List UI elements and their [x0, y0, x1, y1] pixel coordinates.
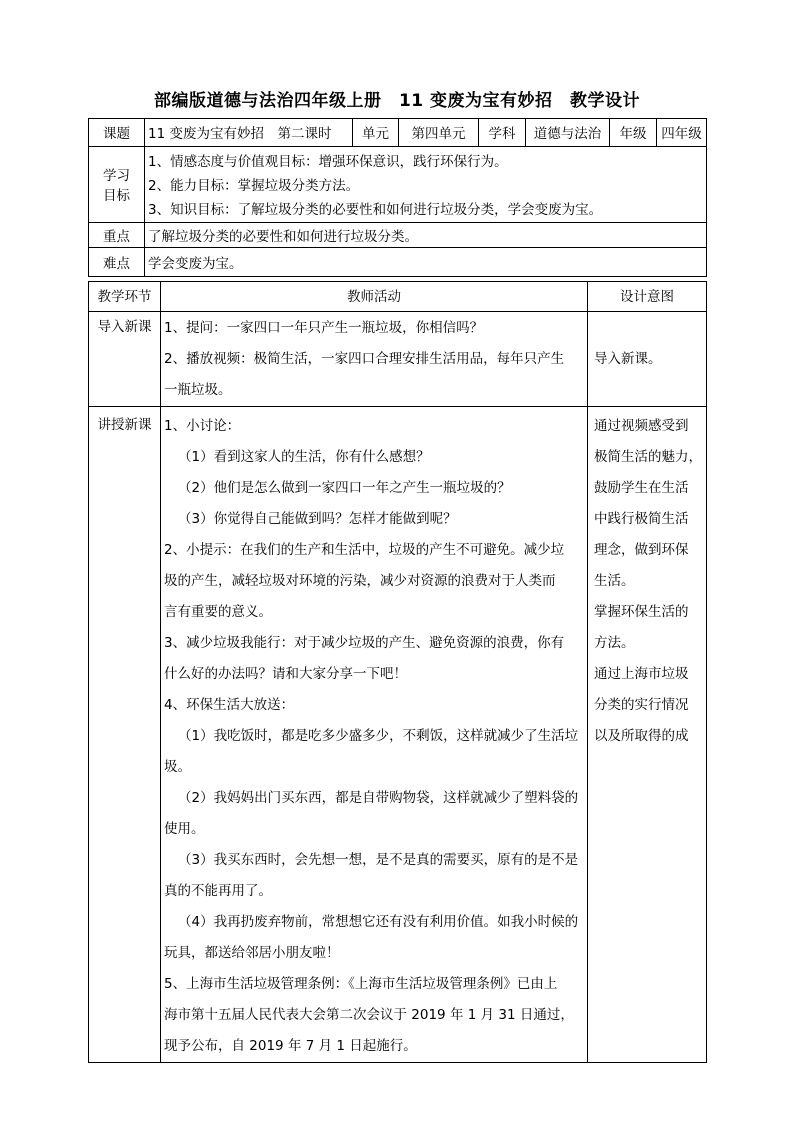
activity-line: （3）我买东西时，会先想一想，是不是真的需要买，原有的是不是 — [178, 852, 579, 868]
intent-line: 以及所取得的成 — [594, 728, 689, 744]
grade-label: 年级 — [610, 119, 657, 147]
activity-line: 真的不能再用了。 — [164, 883, 272, 899]
course-label: 课题 — [89, 119, 145, 147]
info-table — [88, 118, 707, 277]
activity-line: （2）我妈妈出门买东西，都是自带购物袋，这样就减少了塑料袋的 — [178, 790, 579, 806]
intent-line: 通过视频感受到 — [594, 418, 689, 434]
activity-line: 玩具，都送给邻居小朋友啦！ — [164, 945, 340, 961]
activity-line: 1、提问：一家四口一年只产生一瓶垃圾，你相信吗？ — [164, 320, 484, 336]
intent-line: 掌握环保生活的 — [594, 604, 689, 620]
lecture-activity — [161, 407, 588, 1063]
teaching-plan-table — [88, 281, 707, 1063]
activity-line: 2、播放视频：极简生活，一家四口合理安排生活用品，每年只产生 — [164, 351, 565, 367]
header-activity: 教师活动 — [161, 282, 588, 312]
activity-line: 1、小讨论： — [164, 418, 241, 434]
intro-row — [89, 312, 707, 407]
difficulty-value: 学会变废为宝。 — [145, 248, 707, 277]
document-title: 部编版道德与法治四年级上册 11 变废为宝有妙招 教学设计 — [153, 91, 641, 111]
activity-line: （1）我吃饭时，都是吃多少盛多少，不剩饭，这样就减少了生活垃 — [178, 728, 579, 744]
unit-value: 第四单元 — [399, 119, 479, 147]
header-intent: 设计意图 — [588, 282, 707, 312]
goals-label — [89, 147, 145, 223]
activity-line: 圾。 — [164, 759, 191, 775]
goals-content — [145, 147, 707, 223]
goals-label-line: 学习 — [103, 168, 130, 184]
goals-label-line: 目标 — [103, 188, 130, 204]
grade-value: 四年级 — [657, 119, 707, 147]
intent-line: 通过上海市垃圾 — [594, 666, 689, 682]
activity-line: （1）看到这家人的生活，你有什么感想？ — [178, 449, 430, 465]
activity-line: （4）我再扔废弃物前，常想想它还有没有利用价值。如我小时候的 — [178, 914, 579, 930]
activity-line: 使用。 — [164, 821, 205, 837]
key-point-label: 重点 — [89, 223, 145, 248]
intent-line: 方法。 — [594, 635, 635, 651]
lecture-row — [89, 407, 707, 1063]
difficulty-label: 难点 — [89, 248, 145, 277]
activity-line: 什么好的办法吗？请和大家分享一下吧！ — [164, 666, 407, 682]
key-point-value: 了解垃圾分类的必要性和如何进行垃圾分类。 — [145, 223, 707, 248]
activity-line: （3）你觉得自己能做到吗？怎样才能做到呢？ — [178, 511, 457, 527]
plan-header-row — [89, 282, 707, 312]
lecture-stage: 讲授新课 — [89, 407, 161, 1063]
activity-line: 2、小提示：在我们的生产和生活中，垃圾的产生不可避免。减少垃 — [164, 542, 565, 558]
goal-item: 2、能力目标：掌握垃圾分类方法。 — [148, 178, 360, 194]
activity-line: 3、减少垃圾我能行：对于减少垃圾的产生、避免资源的浪费，你有 — [164, 635, 565, 651]
intro-activity — [161, 312, 588, 407]
intro-intent: 导入新课。 — [588, 312, 707, 407]
activity-line: 4、环保生活大放送： — [164, 697, 295, 713]
subject-label: 学科 — [479, 119, 526, 147]
intent-line: 理念，做到环保 — [594, 542, 689, 558]
goal-item: 3、知识目标：了解垃圾分类的必要性和如何进行垃圾分类，学会变废为宝。 — [148, 202, 603, 218]
intent-line: 鼓励学生在生活 — [594, 480, 689, 496]
activity-line: 言有重要的意义。 — [164, 604, 272, 620]
lecture-intent — [588, 407, 707, 1063]
activity-line: 圾的产生，减轻垃圾对环境的污染，减少对资源的浪费对于人类而 — [164, 573, 556, 589]
activity-line: 5、上海市生活垃圾管理条例：《上海市生活垃圾管理条例》已由上 — [164, 976, 558, 992]
intent-line: 极简生活的魅力， — [594, 449, 702, 465]
activity-line: 一瓶垃圾。 — [164, 382, 232, 398]
subject-value: 道德与法治 — [526, 119, 610, 147]
activity-line: 现予公布，自 2019 年 7 月 1 日起施行。 — [164, 1038, 417, 1054]
header-stage: 教学环节 — [89, 282, 161, 312]
intent-line: 分类的实行情况 — [594, 697, 689, 713]
activity-line: （2）他们是怎么做到一家四口一年之产生一瓶垃圾的？ — [178, 480, 511, 496]
activity-line: 海市第十五届人民代表大会第二次会议于 2019 年 1 月 31 日通过， — [164, 1007, 574, 1023]
intent-line: 中践行极简生活 — [594, 511, 689, 527]
unit-label: 单元 — [353, 119, 399, 147]
intro-stage: 导入新课 — [89, 312, 161, 407]
course-value: 11 变废为宝有妙招 第二课时 — [145, 119, 353, 147]
goal-item: 1、情感态度与价值观目标：增强环保意识，践行环保行为。 — [148, 154, 508, 170]
intent-line: 生活。 — [594, 573, 635, 589]
